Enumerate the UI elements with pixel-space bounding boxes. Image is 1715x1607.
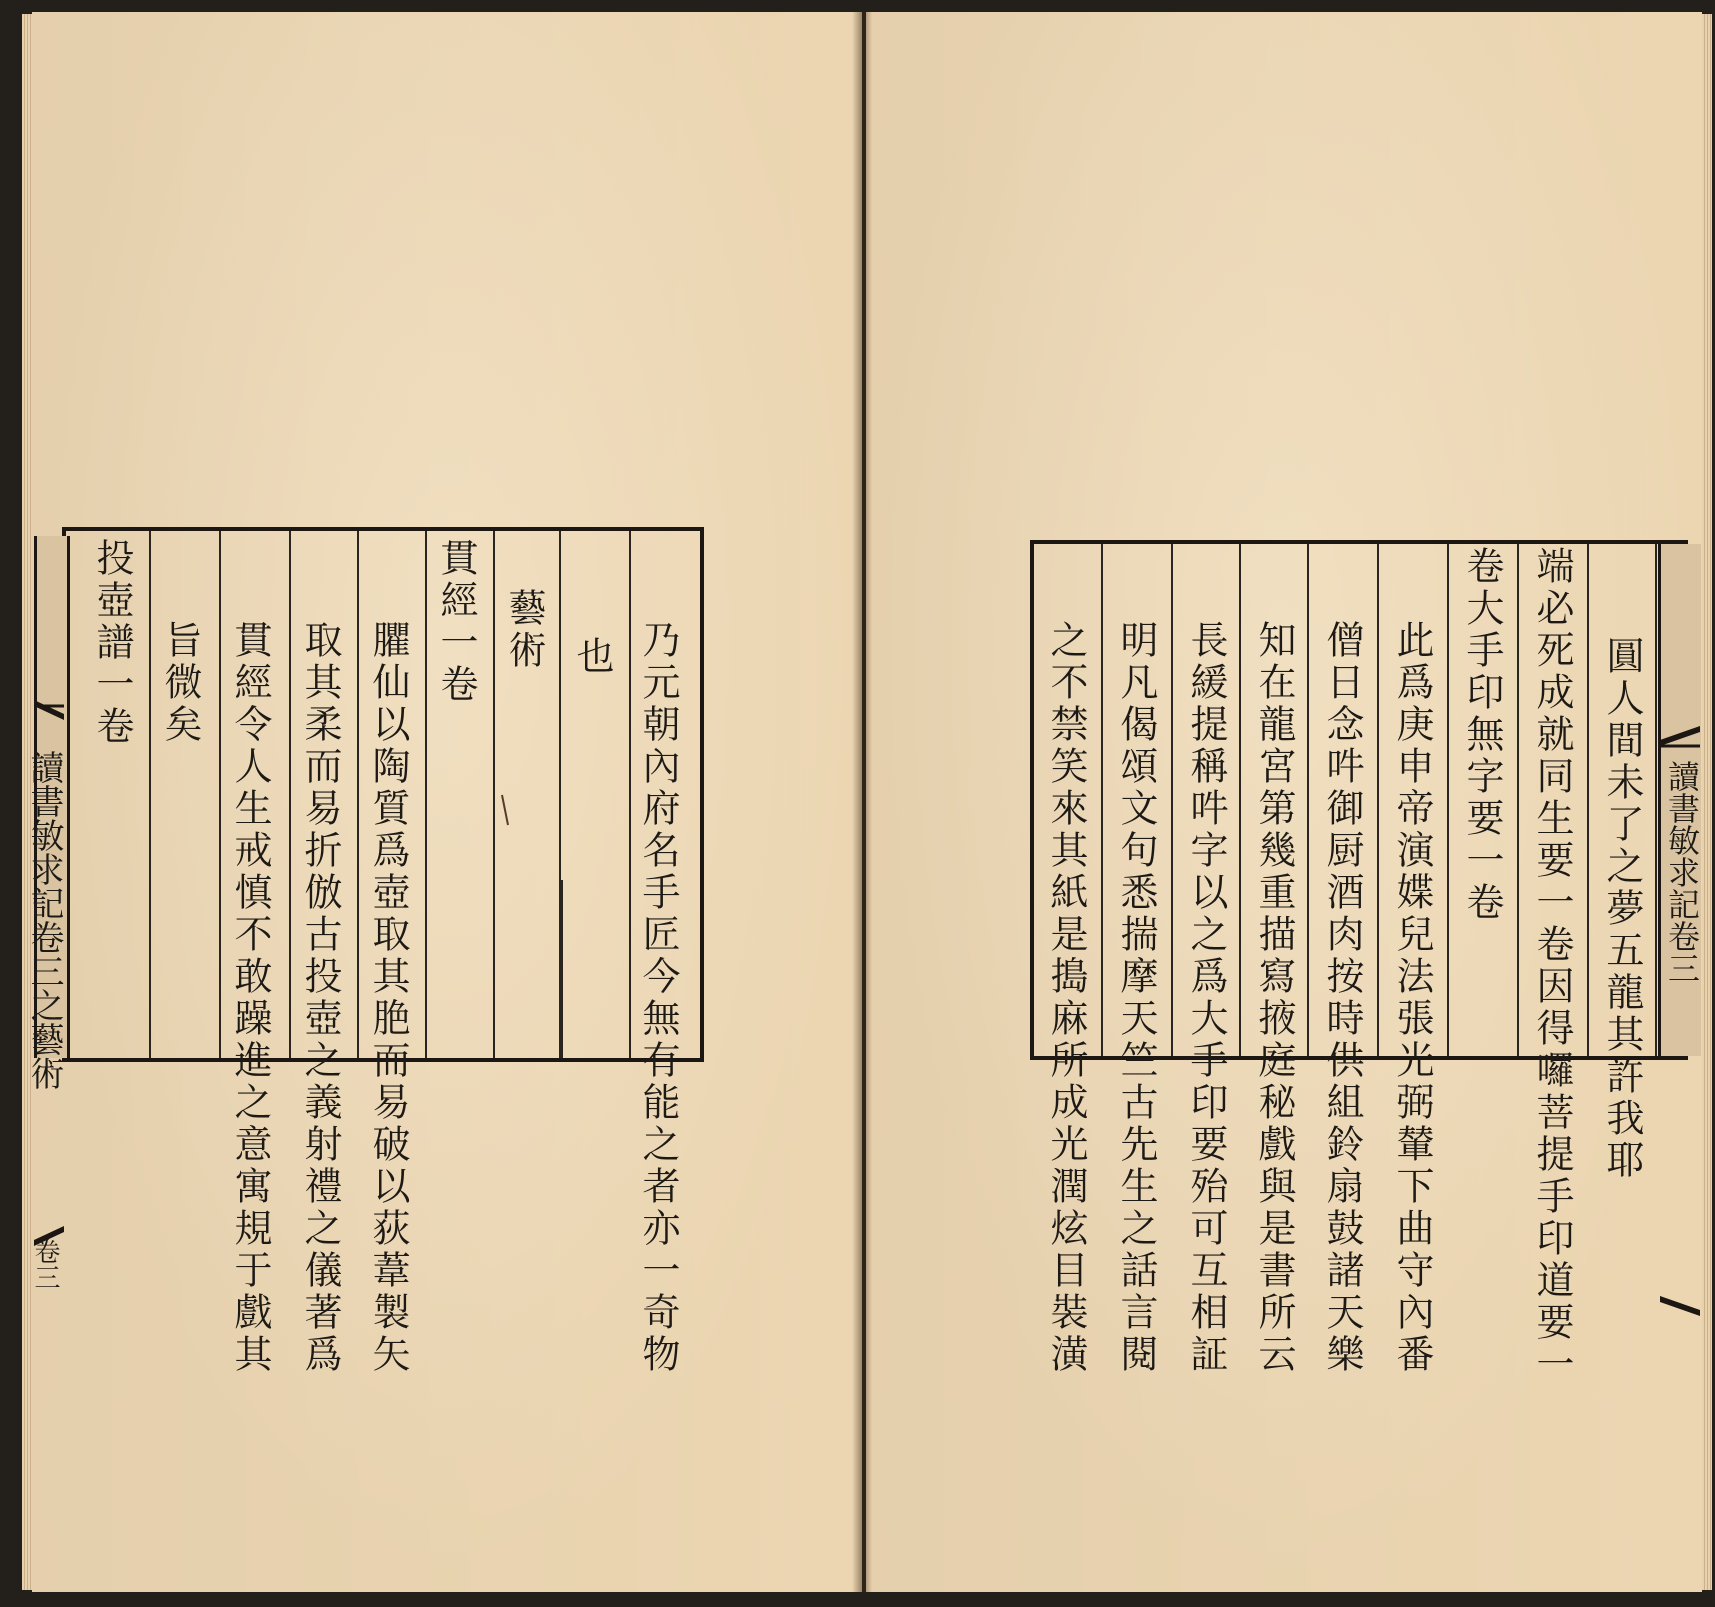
- left-col-4: 藝術: [502, 588, 546, 672]
- right-col-1: 圓人間未了之夢五龍其許我耶: [1600, 636, 1644, 1182]
- left-col-8: 貫經令人生戒慎不敢躁進之意寓規于戲其: [228, 620, 272, 1376]
- right-col-9: 之不禁笑來其紙是搗麻所成光潤炫目裝潢: [1044, 620, 1088, 1376]
- right-col-4: 此爲庚申帝演媟兒法張光弼輦下曲守內番: [1390, 620, 1434, 1376]
- right-col-3: 卷大手印無字要一卷: [1460, 546, 1504, 924]
- left-col-2: 也: [570, 636, 614, 678]
- right-strip-title: 讀書敏求記卷三: [1663, 760, 1701, 984]
- right-col-5: 僧日念吽御厨酒肉按時供組鈴扇鼓諸天樂: [1320, 620, 1364, 1376]
- right-col-6: 知在龍宮第幾重描寫掖庭秘戲與是書所云: [1252, 620, 1296, 1376]
- left-col-6: 臞仙以陶質爲壺取其脃而易破以荻葦製矢: [366, 620, 410, 1376]
- left-col-10: 投壺譜一卷: [90, 538, 134, 748]
- left-col-1: 乃元朝內府名手匠今無有能之者亦一奇物: [636, 620, 680, 1376]
- left-strip-title: 讀書敏求記卷三之藝術: [24, 750, 64, 1090]
- left-strip-page: 卷三: [30, 1238, 60, 1290]
- right-col-8: 明凡偈頌文句悉揣摩天竺古先生之話言閱: [1114, 620, 1158, 1376]
- left-col-5: 貫經一卷: [434, 538, 478, 706]
- right-col-2: 端必死成就同生要一卷因得囉菩提手印道要一: [1530, 546, 1574, 1386]
- left-col-9: 旨微矣: [158, 620, 202, 746]
- right-col-7: 長緩提稱吽字以之爲大手印要殆可互相証: [1184, 620, 1228, 1376]
- left-col-7: 取其柔而易折倣古投壺之義射禮之儀著爲: [298, 620, 342, 1376]
